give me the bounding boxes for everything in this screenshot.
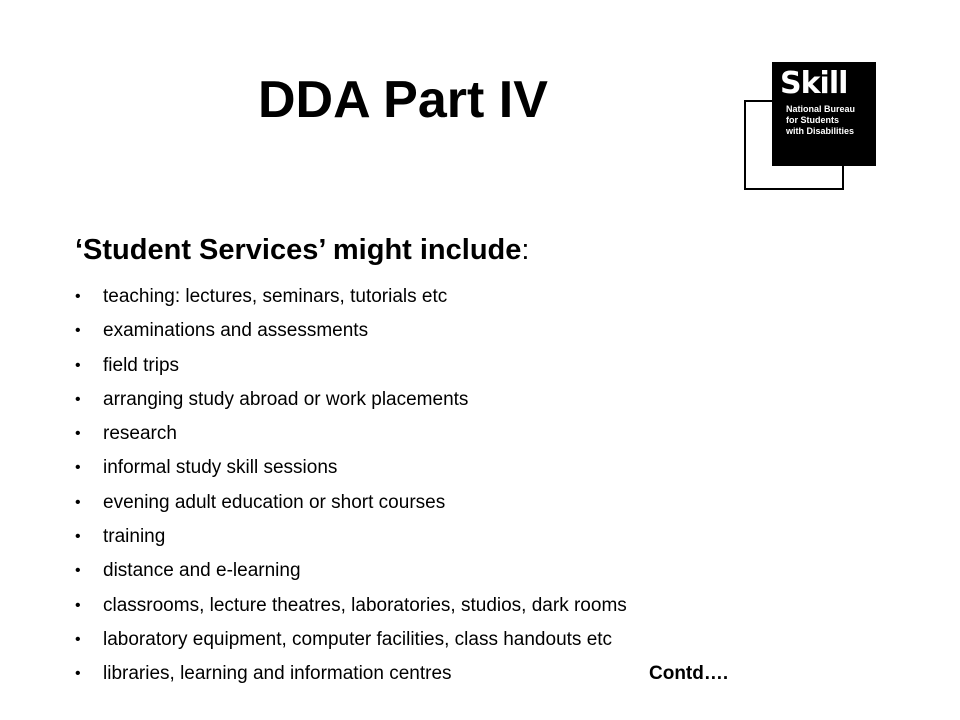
list-item-text: training	[103, 526, 166, 548]
bullet-glyph: •	[75, 322, 81, 340]
bullet-glyph: •	[75, 288, 81, 305]
list-item	[75, 383, 627, 417]
bullet-glyph: •	[75, 356, 81, 374]
bullet-glyph: •	[75, 425, 81, 443]
list-item-text: teaching: lectures, seminars, tutorials etc	[103, 286, 448, 307]
bullet-glyph: •	[75, 528, 81, 546]
list-item-text: laboratory equipment, computer facilities, class handouts etc	[103, 628, 613, 650]
section-heading-text: ‘Student Services’ might include	[75, 234, 522, 266]
section-heading-colon: :	[521, 234, 530, 266]
logo-subtitle	[786, 104, 870, 137]
list-item	[75, 623, 627, 657]
list-item	[75, 451, 627, 485]
list-item-text: classrooms, lecture theatres, laboratories, studios, dark rooms	[103, 594, 627, 616]
slide-title: DDA Part IV	[258, 71, 548, 129]
list-item	[75, 589, 627, 623]
list-item	[75, 520, 627, 554]
list-item-text: informal study skill sessions	[103, 457, 338, 479]
list-item-text: distance and e-learning	[103, 560, 301, 582]
bullet-glyph: •	[75, 390, 81, 408]
logo-line: National Bureau	[786, 104, 856, 114]
logo-word: Skill	[780, 66, 848, 101]
section-heading	[75, 232, 529, 268]
list-item	[75, 486, 627, 520]
list-item	[75, 554, 627, 588]
bullet-glyph: •	[75, 459, 81, 477]
logo-line: with Disabilities	[786, 126, 855, 136]
continued-label: Contd….	[649, 663, 729, 684]
list-item	[75, 314, 627, 348]
bullet-glyph: •	[75, 630, 81, 648]
bullet-glyph: •	[75, 562, 81, 580]
list-item	[75, 417, 627, 451]
skill-logo	[744, 62, 876, 194]
logo-line: for Students	[786, 115, 839, 125]
list-item-text: arranging study abroad or work placements	[103, 388, 469, 410]
list-item-text: libraries, learning and information centres	[103, 663, 452, 685]
logo-box	[772, 62, 876, 166]
list-item-text: evening adult education or short courses	[103, 491, 446, 513]
list-item	[75, 280, 627, 314]
bullet-glyph: •	[75, 493, 81, 511]
list-item	[75, 349, 627, 383]
list-item-text: examinations and assessments	[103, 320, 369, 342]
bullet-glyph: •	[75, 596, 81, 614]
bullet-list	[75, 280, 627, 692]
list-item	[75, 657, 627, 691]
list-item-text: field trips	[103, 354, 180, 376]
list-item-text: research	[103, 423, 177, 445]
bullet-glyph: •	[75, 665, 81, 683]
